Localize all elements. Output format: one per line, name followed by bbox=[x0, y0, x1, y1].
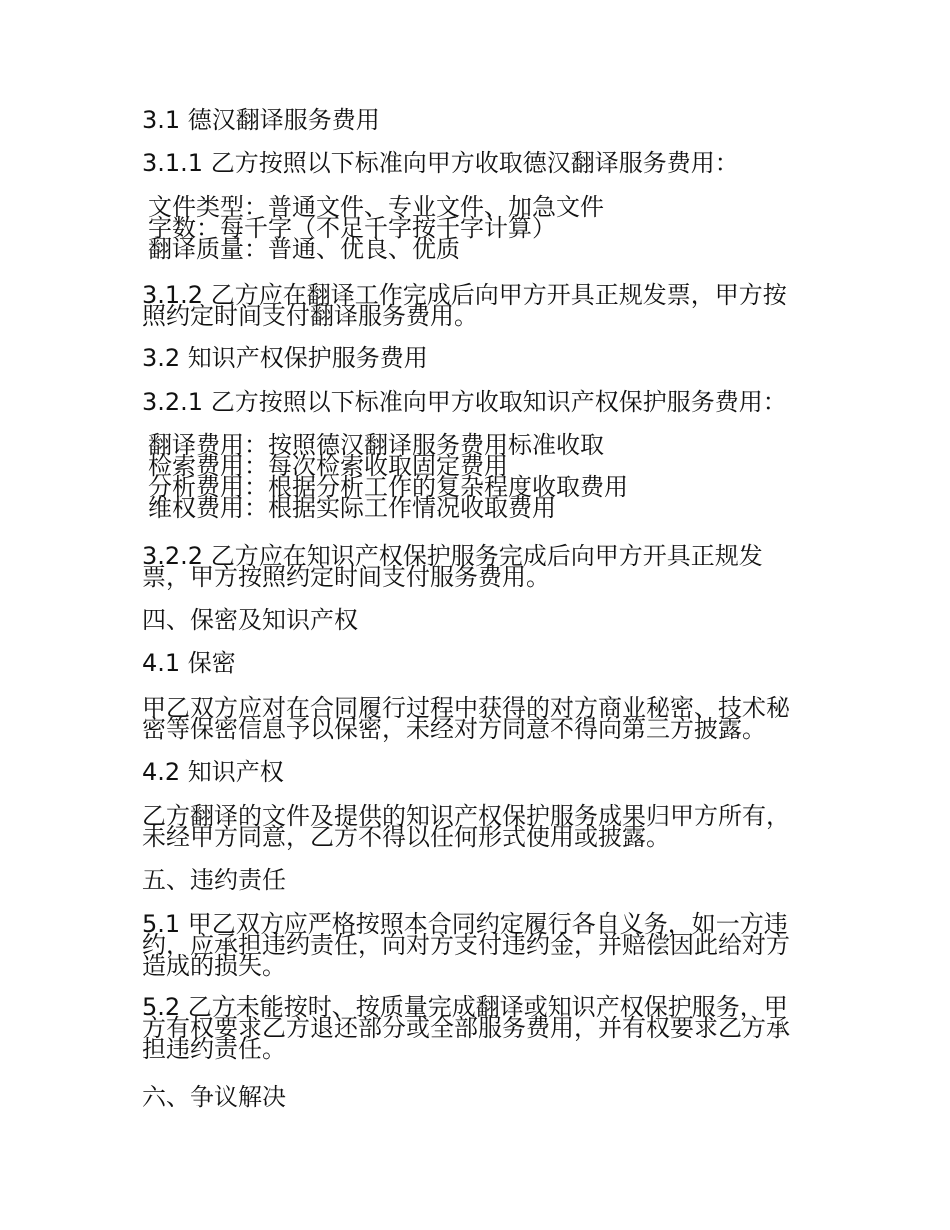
list-item: 翻译质量：普通、优良、优质 bbox=[148, 235, 460, 263]
paragraph-line: 造成的损失。 bbox=[142, 952, 286, 980]
paragraph-line: 未经甲方同意，乙方不得以任何形式使用或披露。 bbox=[142, 823, 670, 851]
section-heading-6: 六、争议解决 bbox=[142, 1083, 286, 1111]
paragraph-line: 担违约责任。 bbox=[142, 1035, 286, 1063]
section-heading-3-2: 3.2 知识产权保护服务费用 bbox=[142, 344, 428, 372]
paragraph-line: 5.2 乙方未能按时、按质量完成翻译或知识产权保护服务，甲 bbox=[142, 993, 788, 1021]
list-item: 分析费用：根据分析工作的复杂程度收取费用 bbox=[148, 473, 628, 501]
section-heading-5: 五、违约责任 bbox=[142, 866, 286, 894]
paragraph-line: 3.1.2 乙方应在翻译工作完成后向甲方开具正规发票，甲方按 bbox=[142, 281, 787, 309]
paragraph-line: 3.2.2 乙方应在知识产权保护服务完成后向甲方开具正规发 bbox=[142, 542, 763, 570]
clause-3-1-1: 3.1.1 乙方按照以下标准向甲方收取德汉翻译服务费用： bbox=[142, 149, 739, 177]
list-item: 维权费用：根据实际工作情况收取费用 bbox=[148, 494, 556, 522]
section-heading-4: 四、保密及知识产权 bbox=[142, 606, 358, 634]
paragraph-line: 乙方翻译的文件及提供的知识产权保护服务成果归甲方所有， bbox=[142, 802, 790, 830]
clause-5-2 bbox=[142, 993, 822, 1063]
paragraph-line: 5.1 甲乙双方应严格按照本合同约定履行各自义务，如一方违 bbox=[142, 910, 788, 938]
paragraph-line: 方有权要求乙方退还部分或全部服务费用，并有权要求乙方承 bbox=[142, 1014, 790, 1042]
list-item: 检索费用：每次检索收取固定费用 bbox=[148, 452, 508, 480]
list-item: 翻译费用：按照德汉翻译服务费用标准收取 bbox=[148, 431, 604, 459]
clause-3-1-2 bbox=[142, 281, 822, 330]
ip-ownership-paragraph bbox=[142, 802, 822, 851]
clause-3-2-1: 3.2.1 乙方按照以下标准向甲方收取知识产权保护服务费用： bbox=[142, 388, 787, 416]
paragraph-line: 照约定时间支付翻译服务费用。 bbox=[142, 302, 478, 330]
paragraph-line: 票，甲方按照约定时间支付服务费用。 bbox=[142, 563, 550, 591]
clause-3-2-2 bbox=[142, 542, 822, 591]
list-item: 文件类型：普通文件、专业文件、加急文件 bbox=[148, 193, 604, 221]
paragraph-line: 甲乙双方应对在合同履行过程中获得的对方商业秘密、技术秘 bbox=[142, 694, 790, 722]
section-heading-4-1: 4.1 保密 bbox=[142, 649, 236, 677]
fee-criteria-list-translation bbox=[148, 193, 828, 263]
paragraph-line: 密等保密信息予以保密，未经对方同意不得向第三方披露。 bbox=[142, 715, 766, 743]
confidentiality-paragraph bbox=[142, 694, 822, 743]
paragraph-line: 约，应承担违约责任，向对方支付违约金，并赔偿因此给对方 bbox=[142, 931, 790, 959]
section-heading-3-1: 3.1 德汉翻译服务费用 bbox=[142, 106, 380, 134]
clause-5-1 bbox=[142, 910, 822, 980]
section-heading-4-2: 4.2 知识产权 bbox=[142, 758, 284, 786]
fee-criteria-list-ip bbox=[148, 431, 828, 522]
list-item: 字数：每千字（不足千字按千字计算） bbox=[148, 214, 556, 242]
